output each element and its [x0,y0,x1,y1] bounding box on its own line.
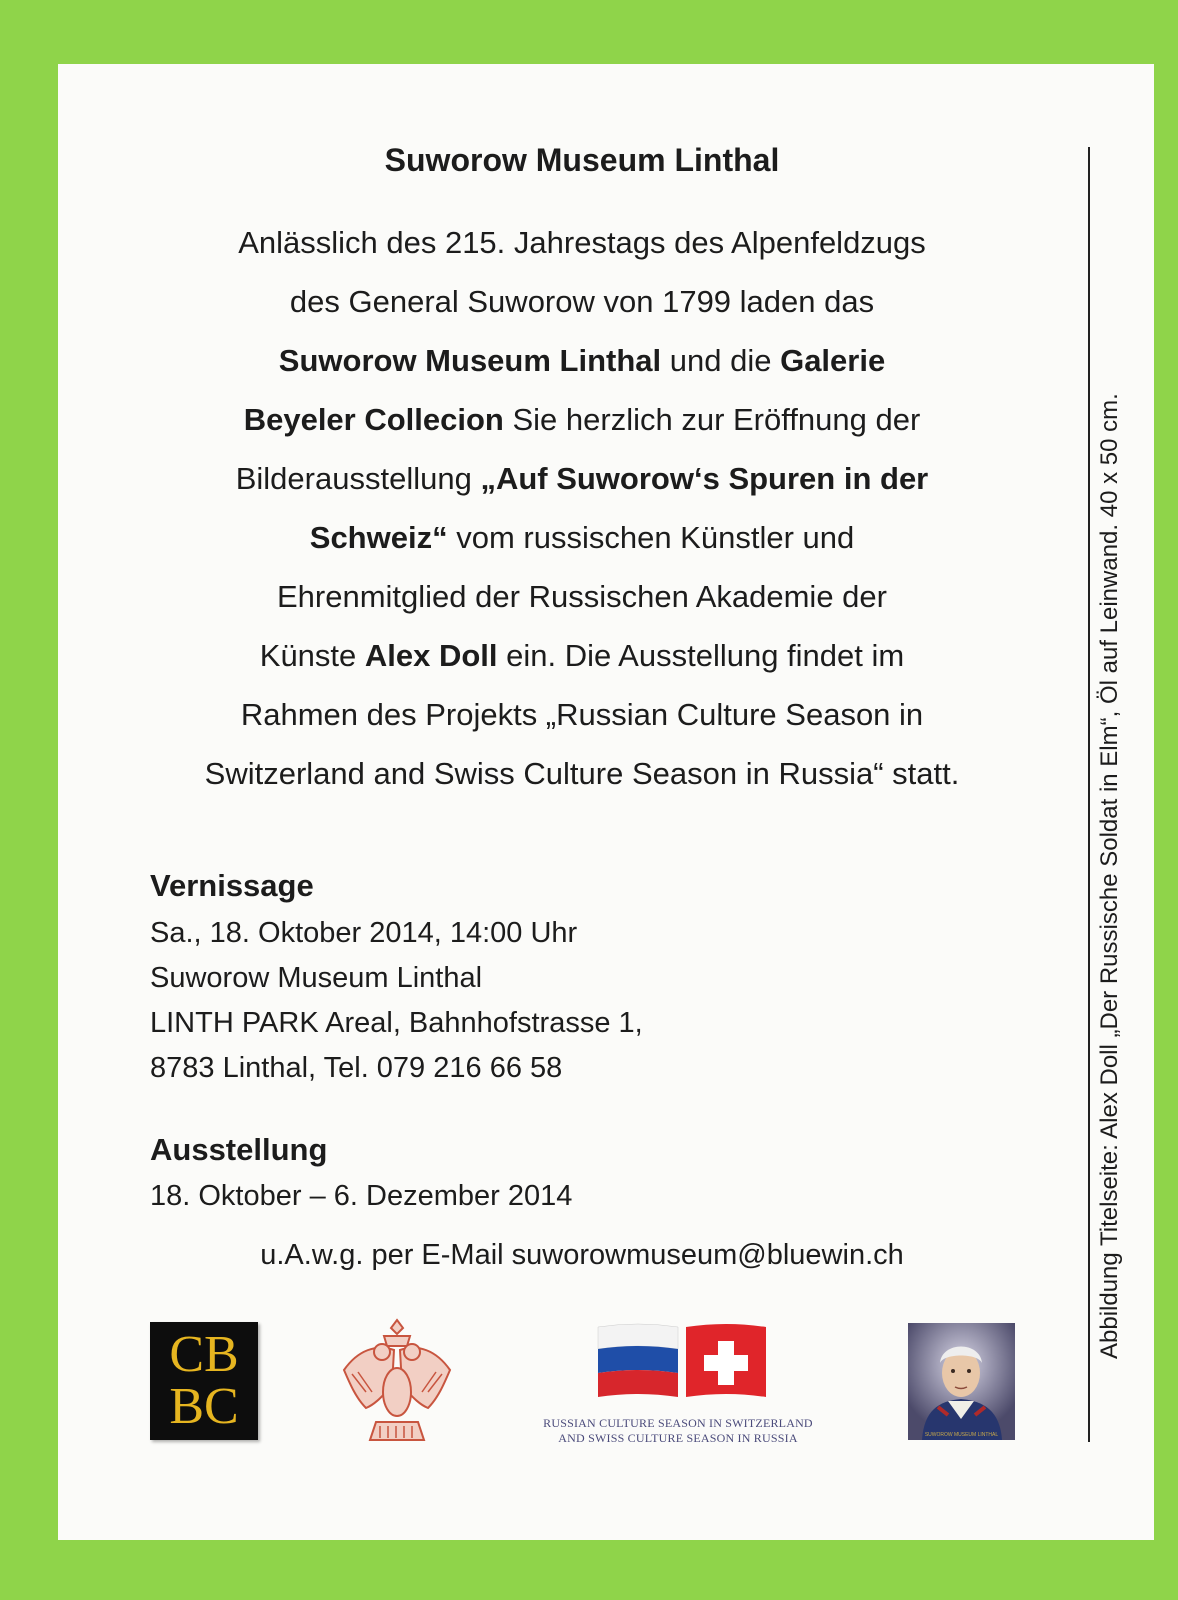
rsvp-email[interactable]: u.A.w.g. per E-Mail suworowmuseum@bluewin.ch [260,1239,904,1271]
vernissage-city: 8783 Linthal, Tel. 079 216 66 58 [150,1052,563,1084]
russian-flag-icon [598,1324,678,1397]
intro-line: Rahmen des Projekts „Russian Culture Season in [240,697,924,732]
portrait-caption: SUWOROW MUSEUM LINTHAL [924,1432,999,1438]
cover-image-caption: Abbildung Titelseite: Alex Doll „Der Russische Soldat in Elm“, Öl auf Leinwand. 40 x 50 cm. [1096,393,1123,1359]
russia-switzerland-flags-icon [596,1321,771,1411]
cbbc-logo: CB BC [150,1322,258,1440]
vernissage-date: Sa., 18. Oktober 2014, 14:00 Uhr [150,917,578,949]
swiss-flag-icon [686,1324,766,1397]
intro-line: Beyeler Collecion Sie herzlich zur Eröffnung der [243,402,921,437]
intro-line: des General Suworow von 1799 laden das [289,284,875,319]
intro-line: Ehrenmitglied der Russischen Akademie der [277,579,887,614]
ausstellung-dates: 18. Oktober – 6. Dezember 2014 [150,1180,573,1212]
vernissage-address: LINTH PARK Areal, Bahnhofstrasse 1, [150,1007,643,1039]
portrait-icon [908,1323,1015,1440]
vernissage-details [150,911,643,1091]
intro-line: Schweiz“ vom russischen Künstler und [309,520,855,555]
intro-line: Switzerland and Swiss Culture Season in Russia“ statt. [204,756,960,791]
suworow-museum-logo [908,1323,1015,1440]
intro-line: Künste Alex Doll ein. Die Ausstellung findet im [259,638,905,673]
intro-text [153,213,1011,803]
invitation-card [58,64,1154,1540]
intro-line: Anlässlich des 215. Jahrestags des Alpenfeldzugs [238,225,926,260]
card-title: Suworow Museum Linthal [384,142,780,178]
season-project-caption: RUSSIAN CULTURE SEASON IN SWITZERLAND AND SWISS CULTURE SEASON IN RUSSIA [543,1416,813,1445]
ausstellung-heading: Ausstellung [150,1132,328,1167]
divider-line [1088,147,1090,1442]
double-headed-eagle-icon [336,1314,458,1444]
vernissage-venue: Suworow Museum Linthal [150,962,483,994]
intro-line: Suworow Museum Linthal und die Galerie [278,343,886,378]
vernissage-heading: Vernissage [150,868,314,903]
intro-line: Bilderausstellung „Auf Suworow‘s Spuren in der [235,461,929,496]
